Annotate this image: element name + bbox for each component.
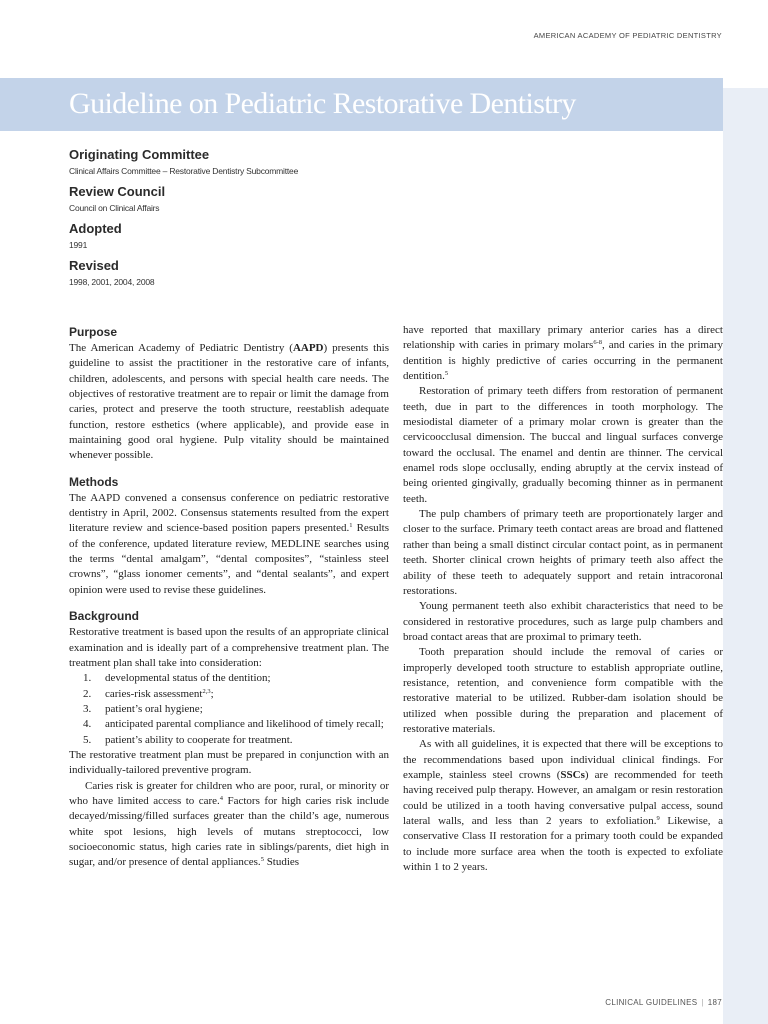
methods-section — [69, 473, 389, 598]
right-column — [403, 323, 723, 875]
margin-band — [723, 88, 768, 1024]
running-head: AMERICAN ACADEMY OF PEDIATRIC DENTISTRY — [533, 31, 722, 40]
meta-value: Clinical Affairs Committee – Restorative Dentistry Subcommittee — [69, 166, 299, 176]
background-intro: Restorative treatment is based upon the results of an appropriate clinical examination and is ideally part of a comprehensive treatment plan. The treatment plan shall take into consideration: — [69, 626, 389, 669]
page-title: Guideline on Pediatric Restorative Dentistry — [69, 87, 576, 120]
body-paragraph: As with all guidelines, it is expected that there will be exceptions to the recommendations based upon individual clinical findings. For example, stainless steel crowns (SSCs) are recommended for teeth having received pulp therapy. However, an amalgam or resin restoration could be utilized in a tooth having conversative pulpal access, sound lateral walls, and less than 2 years to exfoliation.$^9$ Likewise, a conservative Class II restoration for a primary tooth could be expanded to include more surface area when the tooth is expected to exfoliate within 1 to 2 years. — [403, 738, 724, 874]
section-heading-background: Background — [69, 609, 140, 624]
meta-review-council — [69, 183, 709, 215]
section-heading-methods: Methods — [69, 474, 119, 489]
meta-value: 1998, 2001, 2004, 2008 — [69, 277, 155, 287]
meta-adopted — [69, 220, 709, 252]
left-column — [69, 323, 389, 871]
meta-label: Adopted — [69, 221, 122, 236]
meta-originating-committee — [69, 146, 709, 178]
document-meta — [69, 146, 709, 294]
background-paragraph: Caries risk is greater for children who are poor, rural, or minority or who have limited access to care.$^4$ Factors for high caries risk include decayed/missing/filled surfaces greater than the child’s age, numerous white spot lesions, high levels of mutans streptococci, low socioeconomic status, high caries rate in siblings/parents, diet high in sugar, and/or presence of dental appliances.$^5$ Studies — [69, 779, 389, 869]
meta-label: Review Council — [69, 184, 166, 199]
background-paragraph: The restorative treatment plan must be prepared in conjunction with an individually-tailored preventive program. — [69, 748, 389, 777]
meta-revised — [69, 257, 709, 289]
purpose-section — [69, 323, 389, 464]
body-paragraph: Young permanent teeth also exhibit characteristics that need to be considered in restorative procedures, such as large pulp chambers and broad contact areas that are proximal to primary teeth. — [403, 600, 723, 643]
list-item: 2. caries-risk assessment$^{2,3}$; — [83, 687, 214, 700]
meta-label: Revised — [69, 258, 119, 273]
list-item: 4. anticipated parental compliance and likelihood of timely recall; — [83, 718, 384, 731]
body-paragraph: The pulp chambers of primary teeth are proportionately larger and closer to the surface. Primary teeth contact areas are broad and flattened rather than being a small distinct circular contact point, as in permanent teeth. Shorter clinical crown heights of primary teeth also affect the ability of these teeth to adequately support and retain intracoronal restorations. — [403, 508, 723, 597]
body-paragraph: Tooth preparation should include the removal of caries or improperly developed tooth structure to establish appropriate outline, resistance, retention, and convenience form compatible with the restorative material to be utilized. Rubber-dam isolation should be utilized when possible during the preparation and placement of restorative materials. — [403, 646, 723, 735]
meta-label: Originating Committee — [69, 147, 210, 162]
body-paragraph: have reported that maxillary primary anterior caries has a direct relationship with caries in primary molars$^{6-8}$, and caries in the primary dentition is highly predictive of caries occurring in the permanent dentition.$^5$ — [403, 324, 723, 383]
footer-label: CLINICAL GUIDELINES — [605, 998, 698, 1007]
methods-paragraph: The AAPD convened a consensus conference on pediatric restorative dentistry in April, 2002. Consensus statements resulted from the expert literature review and science-based position papers presented.$^1$ Results of the conference, updated literature review, MEDLINE searches using the terms “dental amalgam”, “dental composites”, “stainless steel crowns”, “glass ionomer cements”, and “dental sealants”, and expert opinion were used to revise these guidelines. — [69, 491, 389, 596]
meta-value: Council on Clinical Affairs — [69, 203, 160, 213]
list-item: 1. developmental status of the dentition; — [83, 672, 271, 685]
purpose-paragraph: The American Academy of Pediatric Dentistry (AAPD) presents this guideline to assist the practitioner in the restorative care of infants, children, adolescents, and persons with special health care needs. The objectives of restorative treatment are to repair or limit the damage from caries, protect and preserve the tooth structure, reestablish adequate function, restore esthetics (where applicable), and provide ease in maintaining good oral hygiene. Pulp vitality should be maintained whenever possible. — [69, 342, 389, 462]
page-footer: CLINICAL GUIDELINES | 187 — [605, 998, 722, 1007]
treatment-considerations-list — [69, 671, 389, 748]
list-item: 3. patient’s oral hygiene; — [83, 702, 203, 715]
section-heading-purpose: Purpose — [69, 325, 118, 339]
page-number: 187 — [707, 998, 722, 1007]
list-item: 5. patient’s ability to cooperate for treatment. — [83, 733, 293, 746]
meta-value: 1991 — [69, 240, 88, 250]
background-section — [69, 607, 389, 871]
body-paragraph: Restoration of primary teeth differs from restoration of permanent teeth, due in part to the differences in tooth morphology. The mesiodistal diameter of a primary molar crown is greater than the cervicoocclusal dimension. The buccal and lingual surfaces converge toward the occlusal. The enamel and dentin are thinner. The cervical enamel rods slope occlusally, ending abruptly at the cervix instead of being oriented gingivally, gradually becoming thinner as in permanent teeth. — [403, 385, 723, 505]
